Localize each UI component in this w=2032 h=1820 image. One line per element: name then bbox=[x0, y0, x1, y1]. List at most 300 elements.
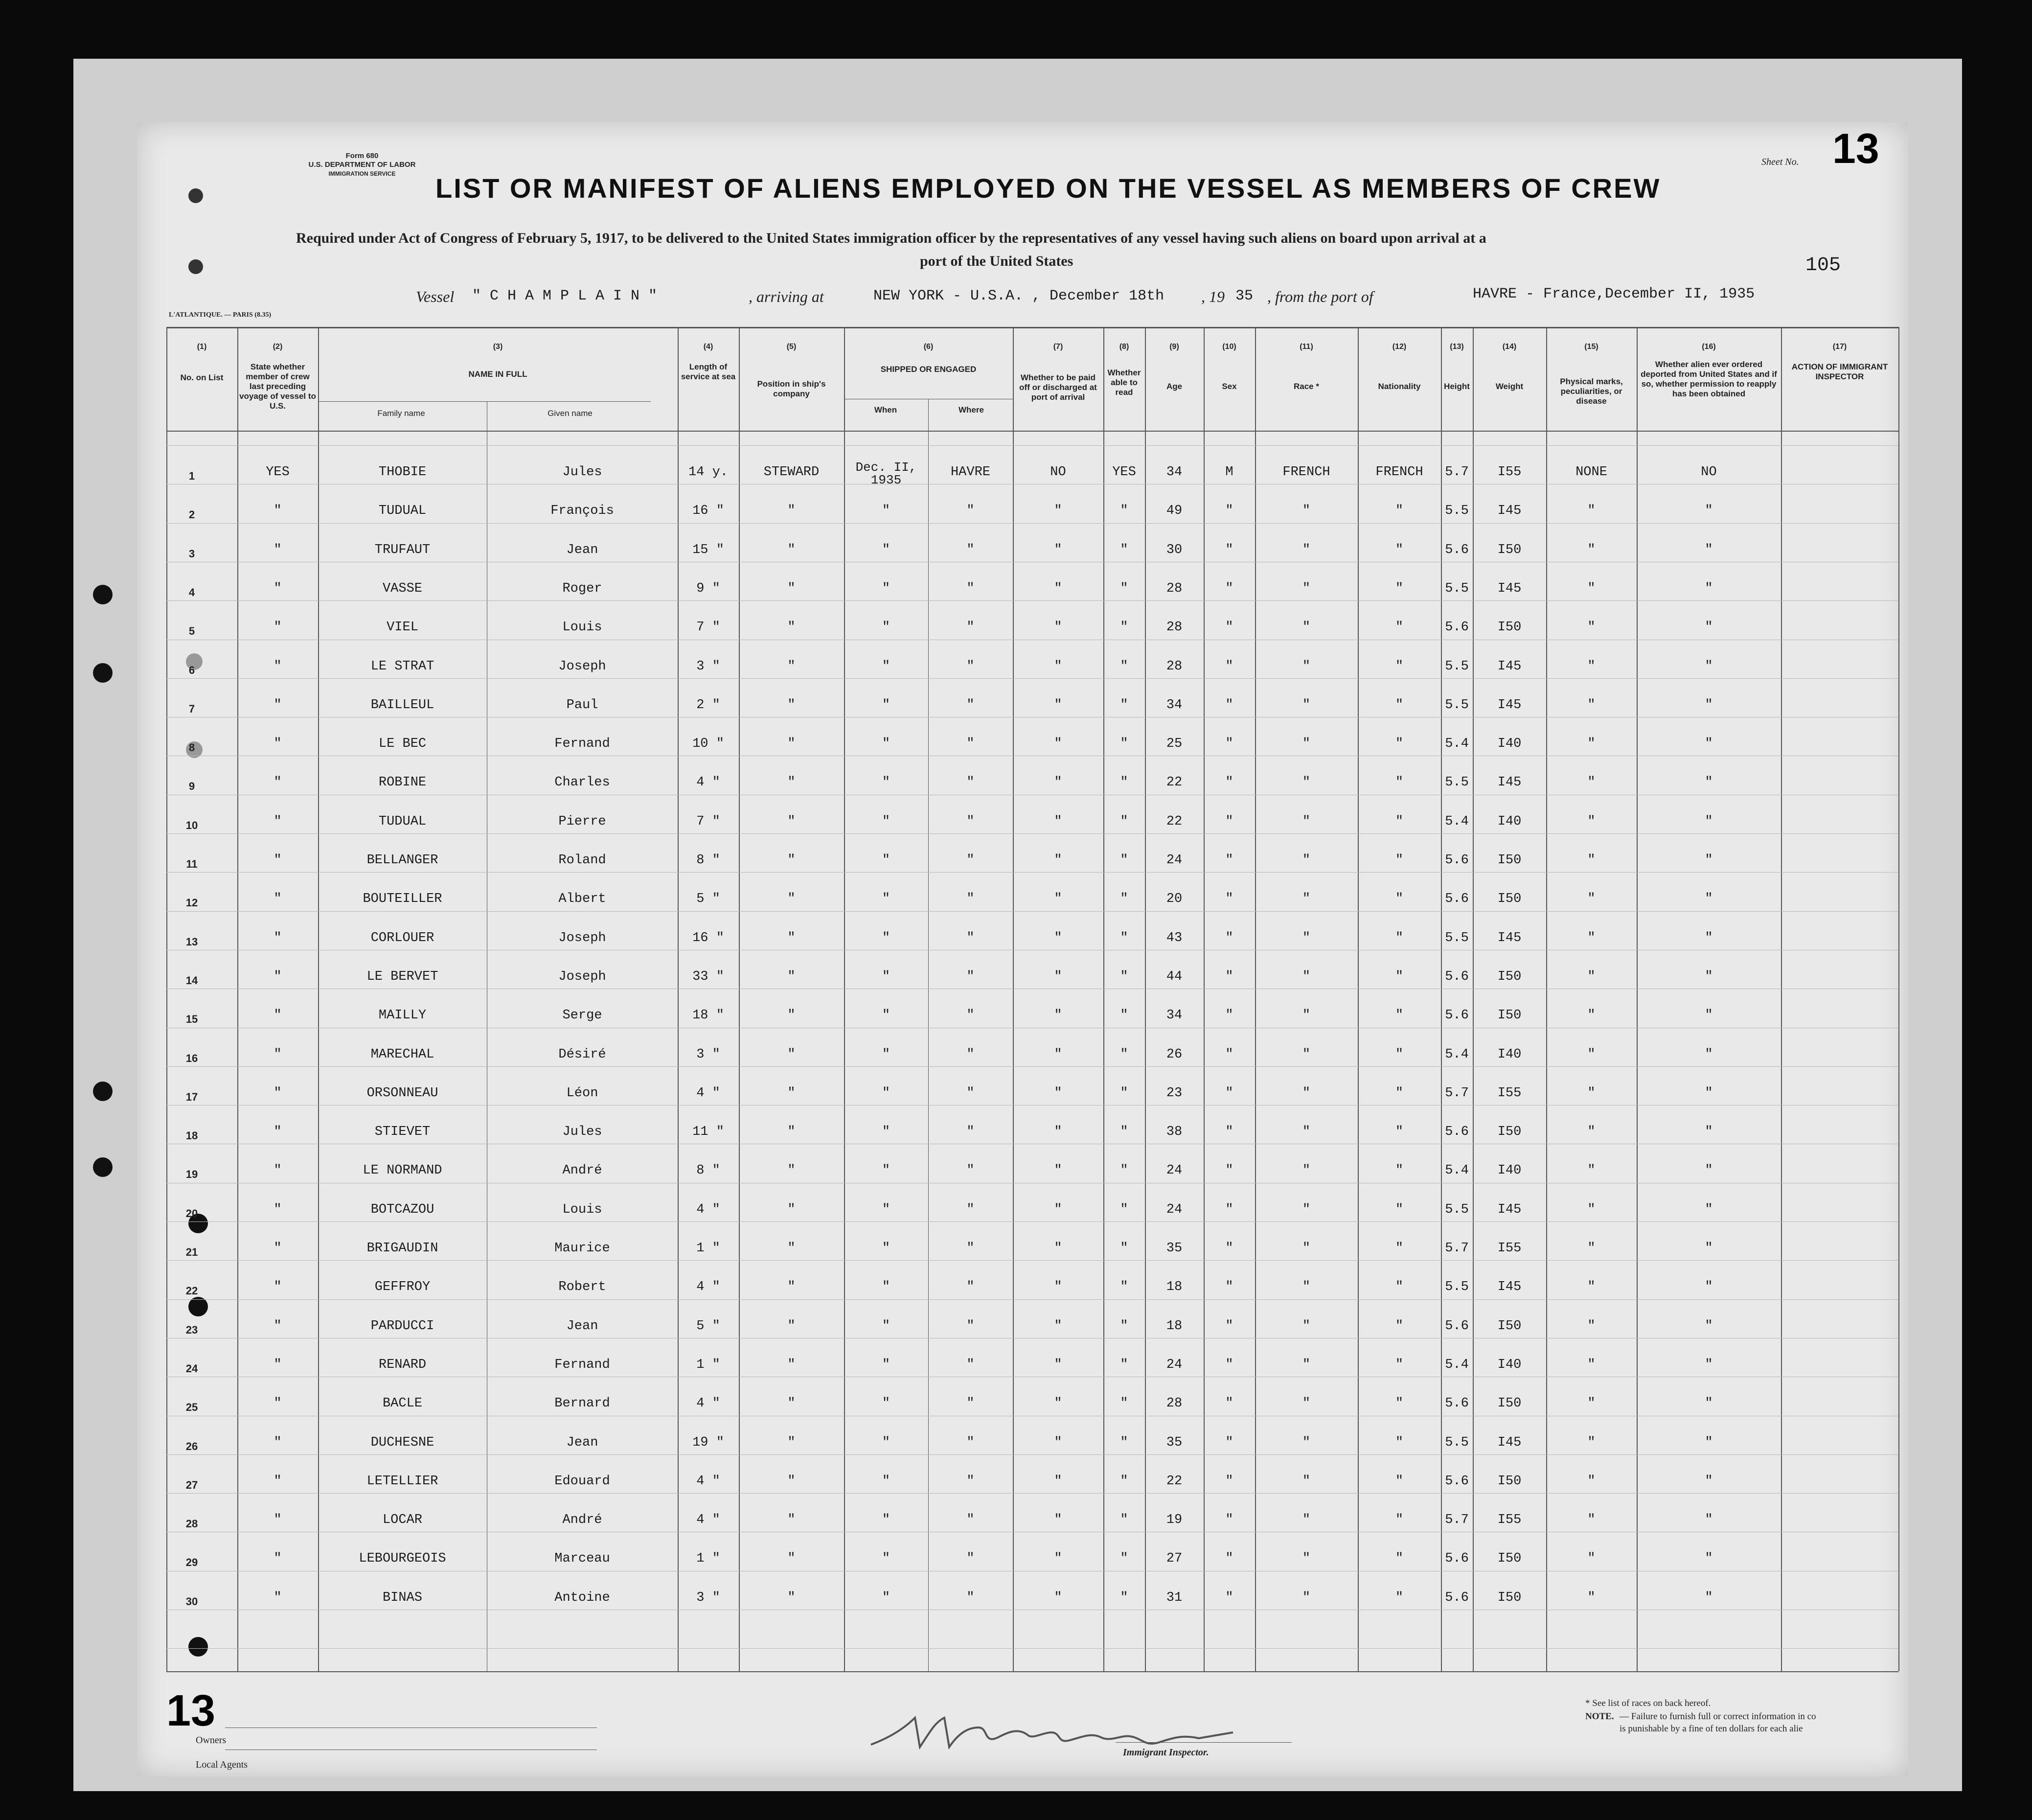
sex-cell: " bbox=[1225, 1513, 1233, 1528]
column-header-label: No. on List bbox=[180, 373, 224, 382]
service-length-cell: 4 " bbox=[696, 1513, 720, 1528]
paid-off-cell: " bbox=[1054, 1396, 1062, 1411]
deported-cell: " bbox=[1705, 1241, 1713, 1256]
weight-cell: I55 bbox=[1497, 465, 1522, 480]
arrival-port: NEW YORK - U.S.A. , December 18th bbox=[873, 288, 1164, 304]
physical-marks-cell: " bbox=[1587, 814, 1596, 829]
paid-off-cell: " bbox=[1054, 775, 1062, 790]
race-cell: " bbox=[1302, 1357, 1311, 1372]
given-name-cell: Louis bbox=[562, 1202, 602, 1217]
shipped-where-cell: " bbox=[966, 1318, 975, 1334]
previous-voyage-cell: " bbox=[274, 1202, 282, 1217]
physical-marks-cell: " bbox=[1587, 930, 1596, 945]
service-length-cell: 15 " bbox=[692, 542, 724, 557]
weight-cell: I45 bbox=[1497, 697, 1522, 713]
row-number: 5 bbox=[188, 625, 195, 638]
physical-marks-cell: " bbox=[1587, 1085, 1596, 1101]
position-cell: " bbox=[787, 1435, 796, 1450]
able-to-read-cell: " bbox=[1120, 1435, 1128, 1450]
weight-cell: I50 bbox=[1497, 620, 1522, 635]
physical-marks-cell: " bbox=[1587, 1280, 1596, 1295]
shipped-when-cell: " bbox=[882, 814, 890, 829]
shipped-when-cell: " bbox=[882, 1125, 890, 1140]
service-length-cell: 16 " bbox=[692, 504, 724, 519]
age-cell: 24 bbox=[1166, 1202, 1183, 1217]
family-name-cell: BOTCAZOU bbox=[370, 1202, 434, 1217]
race-cell: " bbox=[1302, 1280, 1311, 1295]
row-number: 12 bbox=[185, 897, 198, 909]
shipped-when-cell: " bbox=[882, 1474, 890, 1489]
column-number: (10) bbox=[1222, 343, 1236, 351]
shipped-when-cell: " bbox=[882, 737, 890, 752]
row-number: 13 bbox=[185, 935, 198, 948]
deported-cell: " bbox=[1705, 1125, 1713, 1140]
position-cell: " bbox=[787, 620, 796, 635]
shipped-where-cell: " bbox=[966, 853, 975, 868]
shipped-where-cell: " bbox=[966, 697, 975, 713]
able-to-read-cell: " bbox=[1120, 892, 1128, 907]
height-cell: 5.6 bbox=[1445, 1474, 1469, 1489]
height-cell: 5.6 bbox=[1445, 892, 1469, 907]
shipped-when-cell: Dec. II, 1935 bbox=[855, 460, 917, 487]
height-cell: 5.5 bbox=[1445, 1280, 1469, 1295]
family-name-cell: TRUFAUT bbox=[374, 542, 431, 557]
sex-cell: " bbox=[1225, 697, 1233, 713]
given-name-cell: Pierre bbox=[558, 814, 606, 829]
given-name-cell: Jules bbox=[562, 1125, 602, 1140]
shipped-where-cell: " bbox=[966, 1280, 975, 1295]
sex-cell: " bbox=[1225, 1474, 1233, 1489]
shipped-when-cell: " bbox=[882, 1590, 890, 1605]
service-length-cell: 8 " bbox=[696, 853, 720, 868]
physical-marks-cell: " bbox=[1587, 1047, 1596, 1062]
shipped-when-cell: " bbox=[882, 542, 890, 557]
height-cell: 5.6 bbox=[1445, 1318, 1469, 1334]
column-number: (11) bbox=[1300, 343, 1313, 351]
column-divider bbox=[1204, 327, 1205, 1671]
position-cell: " bbox=[787, 1513, 796, 1528]
column-divider bbox=[1637, 327, 1638, 1671]
paid-off-cell: " bbox=[1054, 930, 1062, 945]
deported-cell: " bbox=[1705, 1590, 1713, 1605]
nationality-cell: " bbox=[1395, 1125, 1404, 1140]
family-name-cell: VASSE bbox=[382, 581, 422, 596]
column-header-label: State whether member of crew last preceding voyage of vessel to U.S. bbox=[239, 362, 316, 411]
deported-cell: " bbox=[1705, 1085, 1713, 1101]
column-divider bbox=[1473, 327, 1474, 1671]
column-divider bbox=[678, 327, 679, 1671]
family-name-cell: ROBINE bbox=[378, 775, 427, 790]
punch-hole bbox=[188, 259, 203, 274]
service-length-cell: 16 " bbox=[692, 930, 724, 945]
height-cell: 5.7 bbox=[1445, 1085, 1469, 1101]
row-number: 18 bbox=[185, 1129, 198, 1142]
service-length-cell: 4 " bbox=[696, 775, 720, 790]
sex-cell: " bbox=[1225, 1085, 1233, 1101]
name-subheader-rule bbox=[318, 401, 651, 402]
position-cell: " bbox=[787, 1551, 796, 1567]
sex-cell: " bbox=[1225, 1280, 1233, 1295]
physical-marks-cell: " bbox=[1587, 1474, 1596, 1489]
race-cell: " bbox=[1302, 814, 1311, 829]
service-length-cell: 4 " bbox=[696, 1280, 720, 1295]
height-cell: 5.4 bbox=[1445, 1357, 1469, 1372]
row-number: 17 bbox=[185, 1090, 198, 1103]
row-rule bbox=[166, 1260, 1898, 1261]
nationality-cell: " bbox=[1395, 1513, 1404, 1528]
paid-off-cell: " bbox=[1054, 1551, 1062, 1567]
row-number: 25 bbox=[185, 1401, 198, 1414]
column-divider bbox=[166, 327, 167, 1671]
column-divider bbox=[844, 327, 845, 1671]
family-name-cell: PARDUCCI bbox=[370, 1318, 434, 1334]
paid-off-cell: " bbox=[1054, 620, 1062, 635]
column-header-label: Whether to be paid off or discharged at port of arrival bbox=[1019, 373, 1097, 402]
able-to-read-cell: " bbox=[1120, 659, 1128, 674]
previous-voyage-cell: " bbox=[274, 814, 282, 829]
nationality-cell: " bbox=[1395, 1318, 1404, 1334]
department-name: U.S. DEPARTMENT OF LABOR bbox=[308, 161, 416, 169]
paid-off-cell: " bbox=[1054, 1513, 1062, 1528]
shipped-where-cell: " bbox=[966, 1241, 975, 1256]
column-number: (14) bbox=[1502, 343, 1517, 351]
race-cell: " bbox=[1302, 1551, 1311, 1567]
able-to-read-cell: " bbox=[1120, 930, 1128, 945]
given-name-cell: Albert bbox=[558, 892, 606, 907]
position-cell: " bbox=[787, 1396, 796, 1411]
nationality-cell: " bbox=[1395, 1241, 1404, 1256]
sex-cell: " bbox=[1225, 1008, 1233, 1023]
family-name-cell: VIEL bbox=[387, 620, 418, 635]
service-length-cell: 11 " bbox=[692, 1125, 724, 1140]
previous-voyage-cell: " bbox=[274, 581, 282, 596]
deported-cell: " bbox=[1705, 1551, 1713, 1567]
paid-off-cell: " bbox=[1054, 1241, 1062, 1256]
race-cell: " bbox=[1302, 853, 1311, 868]
column-number: (5) bbox=[786, 343, 797, 351]
shipped-where-cell: " bbox=[966, 1085, 975, 1101]
row-number: 9 bbox=[188, 780, 195, 793]
column-divider bbox=[1358, 327, 1359, 1671]
able-to-read-cell: " bbox=[1120, 1202, 1128, 1217]
column-header-label: NAME IN FULL bbox=[468, 369, 527, 379]
row-rule bbox=[166, 872, 1898, 873]
height-cell: 5.4 bbox=[1445, 814, 1469, 829]
printer-mark: L'ATLANTIQUE. — PARIS (8.35) bbox=[169, 311, 272, 319]
nationality-cell: " bbox=[1395, 1280, 1404, 1295]
vessel-name: " C H A M P L A I N " bbox=[472, 288, 658, 304]
family-name-cell: CORLOUER bbox=[370, 930, 434, 945]
position-cell: " bbox=[787, 969, 796, 984]
race-cell: " bbox=[1302, 1125, 1311, 1140]
column-divider bbox=[1013, 327, 1014, 1671]
height-cell: 5.6 bbox=[1445, 1590, 1469, 1605]
height-cell: 5.5 bbox=[1445, 659, 1469, 674]
shipped-where-cell: " bbox=[966, 892, 975, 907]
shipped-when-cell: " bbox=[882, 1241, 890, 1256]
column-header-label: Sex bbox=[1222, 382, 1237, 391]
sex-cell: " bbox=[1225, 1163, 1233, 1178]
column-header-label: SHIPPED OR ENGAGED bbox=[880, 365, 977, 374]
able-to-read-cell: " bbox=[1120, 1047, 1128, 1062]
paid-off-cell: " bbox=[1054, 1280, 1062, 1295]
position-cell: " bbox=[787, 581, 796, 596]
departure-port: HAVRE - France,December II, 1935 bbox=[1473, 286, 1755, 302]
given-name-cell: Paul bbox=[566, 697, 598, 713]
age-cell: 43 bbox=[1166, 930, 1183, 945]
shipped-where-cell: " bbox=[966, 1202, 975, 1217]
previous-voyage-cell: " bbox=[274, 1125, 282, 1140]
position-cell: STEWARD bbox=[763, 465, 820, 480]
physical-marks-cell: " bbox=[1587, 1396, 1596, 1411]
paid-off-cell: " bbox=[1054, 1357, 1062, 1372]
row-number: 4 bbox=[188, 586, 195, 599]
race-cell: " bbox=[1302, 1163, 1311, 1178]
column-number: (4) bbox=[703, 343, 713, 351]
arriving-label: , arriving at bbox=[749, 288, 824, 305]
weight-cell: I40 bbox=[1497, 1163, 1522, 1178]
physical-marks-cell: " bbox=[1587, 581, 1596, 596]
paid-off-cell: " bbox=[1054, 1047, 1062, 1062]
nationality-cell: FRENCH bbox=[1375, 465, 1423, 480]
physical-marks-cell: " bbox=[1587, 504, 1596, 519]
sex-cell: " bbox=[1225, 1396, 1233, 1411]
previous-voyage-cell: " bbox=[274, 1318, 282, 1334]
age-cell: 35 bbox=[1166, 1241, 1183, 1256]
weight-cell: I55 bbox=[1497, 1513, 1522, 1528]
position-cell: " bbox=[787, 659, 796, 674]
weight-cell: I40 bbox=[1497, 1047, 1522, 1062]
physical-marks-cell: " bbox=[1587, 775, 1596, 790]
year-prefix: , 19 bbox=[1201, 288, 1225, 305]
previous-voyage-cell: " bbox=[274, 1085, 282, 1101]
family-name-cell: LE STRAT bbox=[370, 659, 434, 674]
row-rule bbox=[166, 1648, 1898, 1649]
shipped-where-cell: HAVRE bbox=[950, 465, 990, 480]
column-divider bbox=[237, 327, 238, 1671]
shipped-when-cell: " bbox=[882, 659, 890, 674]
sex-cell: " bbox=[1225, 814, 1233, 829]
sex-cell: " bbox=[1225, 1202, 1233, 1217]
shipped-when-cell: " bbox=[882, 775, 890, 790]
paid-off-cell: " bbox=[1054, 853, 1062, 868]
able-to-read-cell: " bbox=[1120, 504, 1128, 519]
weight-cell: I50 bbox=[1497, 1590, 1522, 1605]
service-length-cell: 1 " bbox=[696, 1241, 720, 1256]
column-number: (15) bbox=[1584, 343, 1598, 351]
nationality-cell: " bbox=[1395, 542, 1404, 557]
family-name-cell: BRIGAUDIN bbox=[366, 1241, 438, 1256]
deported-cell: " bbox=[1705, 504, 1713, 519]
shipped-where-cell: " bbox=[966, 504, 975, 519]
service-length-cell: 8 " bbox=[696, 1163, 720, 1178]
family-name-cell: LOCAR bbox=[382, 1513, 422, 1528]
able-to-read-cell: " bbox=[1120, 853, 1128, 868]
shipped-where-cell: " bbox=[966, 737, 975, 752]
weight-cell: I40 bbox=[1497, 814, 1522, 829]
shipped-when-cell: " bbox=[882, 581, 890, 596]
paid-off-cell: " bbox=[1054, 581, 1062, 596]
height-cell: 5.7 bbox=[1445, 465, 1469, 480]
row-rule bbox=[166, 445, 1898, 446]
able-to-read-cell: " bbox=[1120, 1163, 1128, 1178]
position-cell: " bbox=[787, 814, 796, 829]
deported-cell: " bbox=[1705, 775, 1713, 790]
sex-cell: " bbox=[1225, 1551, 1233, 1567]
shipped-where-cell: " bbox=[966, 1474, 975, 1489]
nationality-cell: " bbox=[1395, 697, 1404, 713]
able-to-read-cell: " bbox=[1120, 1085, 1128, 1101]
given-name-cell: Jules bbox=[562, 465, 602, 480]
punch-hole bbox=[93, 663, 113, 683]
paid-off-cell: " bbox=[1054, 1202, 1062, 1217]
able-to-read-cell: " bbox=[1120, 1551, 1128, 1567]
sex-cell: M bbox=[1225, 465, 1233, 480]
height-cell: 5.6 bbox=[1445, 1551, 1469, 1567]
height-cell: 5.5 bbox=[1445, 504, 1469, 519]
row-number: 20 bbox=[185, 1207, 198, 1220]
previous-voyage-cell: YES bbox=[266, 465, 290, 480]
height-cell: 5.4 bbox=[1445, 737, 1469, 752]
row-number: 16 bbox=[185, 1052, 198, 1064]
height-cell: 5.5 bbox=[1445, 1202, 1469, 1217]
sex-cell: " bbox=[1225, 1125, 1233, 1140]
family-name-cell: LE BERVET bbox=[366, 969, 438, 984]
nationality-cell: " bbox=[1395, 1085, 1404, 1101]
shipped-when-cell: " bbox=[882, 1513, 890, 1528]
physical-marks-cell: " bbox=[1587, 697, 1596, 713]
physical-marks-cell: " bbox=[1587, 1357, 1596, 1372]
paid-off-cell: " bbox=[1054, 1085, 1062, 1101]
column-header-label: Weight bbox=[1495, 382, 1524, 391]
punch-hole bbox=[188, 1637, 208, 1657]
family-name-cell: BOUTEILLER bbox=[363, 892, 442, 907]
position-cell: " bbox=[787, 1241, 796, 1256]
given-name-cell: Léon bbox=[566, 1085, 598, 1101]
race-cell: " bbox=[1302, 542, 1311, 557]
given-name-cell: Jean bbox=[566, 1318, 598, 1334]
local-agents-label: Local Agents bbox=[196, 1759, 248, 1770]
able-to-read-cell: YES bbox=[1112, 465, 1136, 480]
shipped-where-cell: " bbox=[966, 620, 975, 635]
shipped-where-cell: " bbox=[966, 1396, 975, 1411]
nationality-cell: " bbox=[1395, 504, 1404, 519]
race-cell: " bbox=[1302, 1513, 1311, 1528]
able-to-read-cell: " bbox=[1120, 737, 1128, 752]
race-cell: " bbox=[1302, 697, 1311, 713]
row-number: 10 bbox=[185, 819, 198, 831]
nationality-cell: " bbox=[1395, 1202, 1404, 1217]
physical-marks-cell: " bbox=[1587, 542, 1596, 557]
paid-off-cell: " bbox=[1054, 697, 1062, 713]
shipped-where-cell: " bbox=[966, 969, 975, 984]
position-cell: " bbox=[787, 892, 796, 907]
nationality-cell: " bbox=[1395, 581, 1404, 596]
age-cell: 28 bbox=[1166, 659, 1183, 674]
row-number: 28 bbox=[185, 1518, 198, 1530]
age-cell: 38 bbox=[1166, 1125, 1183, 1140]
nationality-cell: " bbox=[1395, 1435, 1404, 1450]
shipped-when-cell: " bbox=[882, 969, 890, 984]
physical-marks-cell: " bbox=[1587, 1202, 1596, 1217]
nationality-cell: " bbox=[1395, 892, 1404, 907]
physical-marks-cell: " bbox=[1587, 659, 1596, 674]
weight-cell: I50 bbox=[1497, 1008, 1522, 1023]
previous-voyage-cell: " bbox=[274, 737, 282, 752]
nationality-cell: " bbox=[1395, 1396, 1404, 1411]
shipped-where-cell: " bbox=[966, 1513, 975, 1528]
age-cell: 26 bbox=[1166, 1047, 1183, 1062]
weight-cell: I55 bbox=[1497, 1085, 1522, 1101]
previous-voyage-cell: " bbox=[274, 1047, 282, 1062]
weight-cell: I50 bbox=[1497, 1474, 1522, 1489]
row-number: 30 bbox=[185, 1595, 198, 1608]
column-number: (12) bbox=[1392, 343, 1407, 351]
able-to-read-cell: " bbox=[1120, 1280, 1128, 1295]
height-cell: 5.5 bbox=[1445, 581, 1469, 596]
service-length-cell: 4 " bbox=[696, 1202, 720, 1217]
age-cell: 18 bbox=[1166, 1318, 1183, 1334]
weight-cell: I45 bbox=[1497, 1202, 1522, 1217]
column-divider bbox=[1255, 327, 1256, 1671]
sex-cell: " bbox=[1225, 620, 1233, 635]
age-cell: 28 bbox=[1166, 620, 1183, 635]
weight-cell: I55 bbox=[1497, 1241, 1522, 1256]
physical-marks-cell: " bbox=[1587, 1318, 1596, 1334]
sex-cell: " bbox=[1225, 659, 1233, 674]
vessel-label: Vessel bbox=[416, 288, 455, 305]
shipped-when-cell: " bbox=[882, 1008, 890, 1023]
column-number: (8) bbox=[1119, 343, 1129, 351]
column-number: (1) bbox=[197, 343, 207, 351]
deported-cell: " bbox=[1705, 581, 1713, 596]
page-title: LIST OR MANIFEST OF ALIENS EMPLOYED ON THE VESSEL AS MEMBERS OF CREW bbox=[435, 173, 1661, 204]
given-name-cell: Charles bbox=[554, 775, 610, 790]
height-cell: 5.6 bbox=[1445, 1396, 1469, 1411]
physical-marks-cell: " bbox=[1587, 1241, 1596, 1256]
age-cell: 25 bbox=[1166, 737, 1183, 752]
able-to-read-cell: " bbox=[1120, 1396, 1128, 1411]
shipped-when-cell: " bbox=[882, 1047, 890, 1062]
previous-voyage-cell: " bbox=[274, 620, 282, 635]
service-length-cell: 19 " bbox=[692, 1435, 724, 1450]
row-rule bbox=[166, 1105, 1898, 1106]
column-header-label: Height bbox=[1444, 382, 1470, 391]
when-header: When bbox=[874, 405, 897, 415]
service-length-cell: 9 " bbox=[696, 581, 720, 596]
able-to-read-cell: " bbox=[1120, 697, 1128, 713]
race-cell: FRENCH bbox=[1282, 465, 1330, 480]
deported-cell: NO bbox=[1701, 465, 1717, 480]
paid-off-cell: " bbox=[1054, 969, 1062, 984]
position-cell: " bbox=[787, 697, 796, 713]
deported-cell: " bbox=[1705, 1474, 1713, 1489]
shipped-where-cell: " bbox=[966, 930, 975, 945]
family-name-cell: LE NORMAND bbox=[363, 1163, 442, 1178]
row-rule bbox=[166, 1493, 1898, 1494]
sex-cell: " bbox=[1225, 930, 1233, 945]
previous-voyage-cell: " bbox=[274, 1280, 282, 1295]
able-to-read-cell: " bbox=[1120, 1513, 1128, 1528]
age-cell: 34 bbox=[1166, 1008, 1183, 1023]
age-cell: 34 bbox=[1166, 465, 1183, 480]
height-cell: 5.4 bbox=[1445, 1163, 1469, 1178]
service-length-cell: 3 " bbox=[696, 659, 720, 674]
previous-voyage-cell: " bbox=[274, 775, 282, 790]
physical-marks-cell: " bbox=[1587, 620, 1596, 635]
previous-voyage-cell: " bbox=[274, 1396, 282, 1411]
given-name-cell: Louis bbox=[562, 620, 602, 635]
